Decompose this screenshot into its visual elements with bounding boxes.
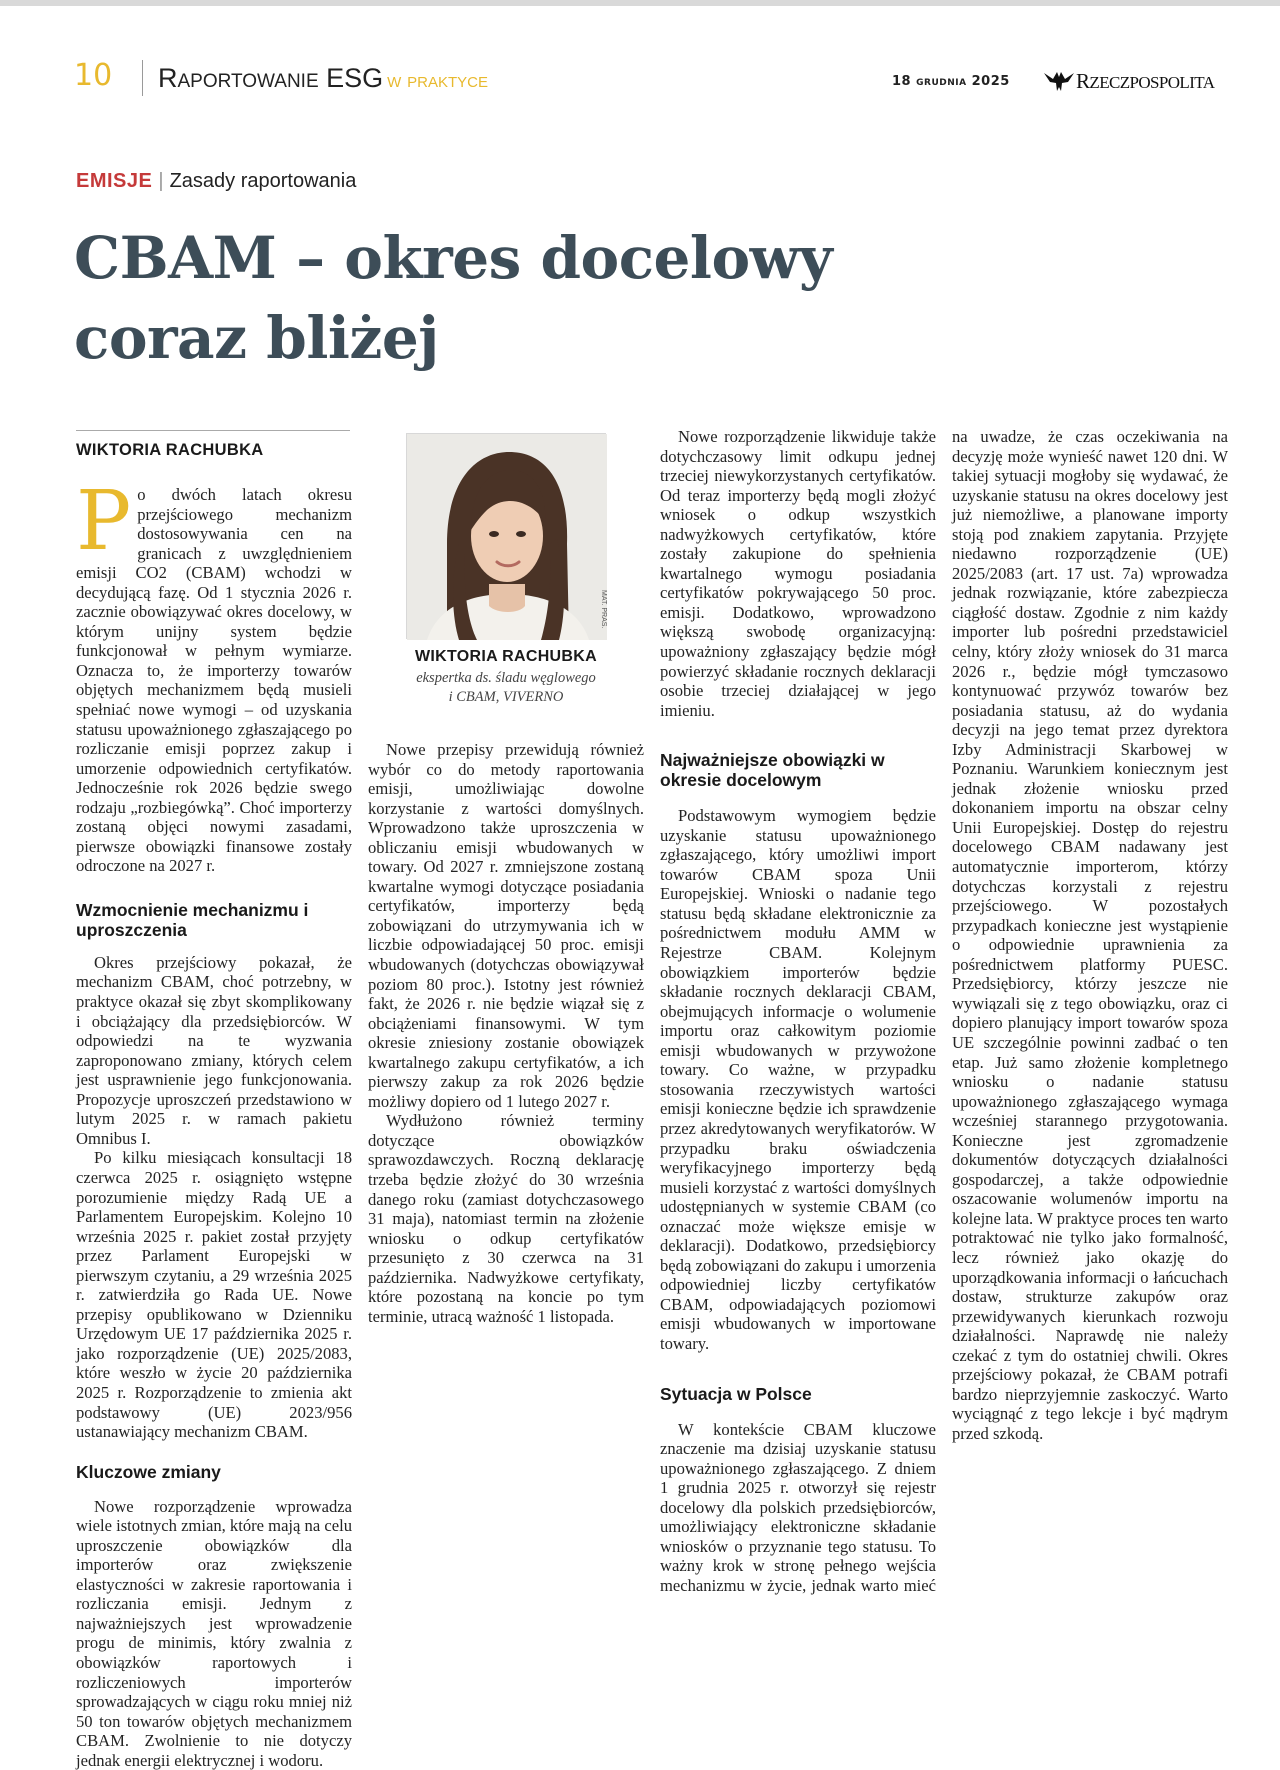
subhead-wzmocnienie: Wzmocnienie mechanizmu i uproszczenia [76,899,309,940]
rzeczpospolita-logo[interactable] [1044,68,1214,94]
paragraph: Nowe przepisy przewidują również wybór co do metody raportowania emisji, umożliwiając dowolne korzystanie z wartości domyślnych. Wprowadzono także uproszczenia w obliczaniu emisji wbudowanych w towary. Od 2027 r. zmniejszone zostaną kwartalne wymogi dotyczące posiadania certyfikatów, importerzy będą zobowiązani do utrzymywania ich w liczbie odpowiadającej 50 proc. emisji wbudowanych (dotychczas obowiązywał poziom 80 proc.). Istotny jest również fakt, że 2026 r. nie będzie wiązał się z obciążeniami finansowymi. W tym okresie zniesiony zostanie obowiązek kwartalnego zakupu certyfikatów, a ich pierwszy zakup za rok 2026 będzie możliwy dopiero od 1 lutego 2027 r. [368,740,644,1111]
section-title [158,63,488,94]
subhead-obowiazki: Najważniejsze obowiązki w okresie docelowym [660,750,885,791]
section-title-accent: w praktyce [387,69,489,92]
top-rule [0,0,1280,6]
kicker-topic: Zasady raportowania [169,170,357,192]
column-1 [76,474,353,1770]
column-3 [660,427,936,1595]
logo-wordmark [1076,69,1214,94]
paragraph: Nowe rozporządzenie wprowadza wiele istotnych zmian, które mają na celu uproszczenie obowiązków dla importerów oraz zwiększenie elastyczności w zakresie raportowania i rozliczania emisji. Jednym z najważniejszych jest wprowadzenie progu de minimis, który zwalnia z obowiązków raportowych i rozliczeniowych importerów sprowadzających w ciągu roku mniej niż 50 ton towarów objętych mechanizmem CBAM. Zwolnienie to nie dotyczy jednak energii elektrycznej i wodoru. [76,1496,353,1770]
paragraph: Wydłużono również terminy dotyczące obowiązków sprawozdawczych. Roczną deklarację trzeba będzie złożyć do 30 września danego roku (zamiast dotychczasowego 31 maja), natomiast termin na złożenie wniosku o odkup certyfikatów przesunięto z 30 czerwca na 31 października. Nadwyżkowe certyfikaty, które pozostaną na koncie po tym terminie, utracą ważność 1 listopada. [368,1111,644,1326]
headline-line-2: coraz bliżej [74,304,439,372]
kicker-divider: | [158,170,164,192]
kicker [76,170,356,193]
column-4 [952,427,1228,1443]
issue-date-year: 2025 [971,74,1010,89]
photo-caption-role-line-1: ekspertka ds. śladu węglowego [416,670,596,686]
author-photo [406,433,606,639]
header-separator [142,60,143,96]
issue-date-month: grudnia [916,74,967,89]
column-2 [368,740,644,1326]
paragraph: Nowe rozporządzenie likwiduje także dotychczasowy limit odkupu jednej trzeciej niewykorzystanych certyfikatów. Od teraz importerzy będą mogli złożyć wniosek o odkup wszystkich nadwyżkowych certyfikatów, które zostały zakupione do spełnienia kwartalnego wymogu posiadania certyfikatów pokrywającego 50 proc. emisji. Dodatkowo, wprowadzono większą swobodę organizacyjną: upoważniony zgłaszający będzie mógł powierzyć składanie rocznych deklaracji osobie trzeciej działającej w jego imieniu. [660,427,936,720]
kicker-category: EMISJE [76,170,153,192]
logo-rest: ZECZPOSPOLITA [1089,72,1215,92]
section-title-part2: ESG [326,63,384,93]
paragraph: W kontekście CBAM kluczowe znaczenie ma dzisiaj uzyskanie statusu upoważnionego zgłaszającego. Z dniem 1 grudnia 2025 r. otworzył się rejestr docelowy dla polskich przedsiębiorców, umożliwiający elektroniczne składanie wniosków o przyznanie tego statusu. To ważny krok w stronę pełnego wejścia mechanizmu w życie, jednak warto mieć [660,1419,936,1595]
issue-date-day: 18 [892,74,912,89]
issue-date [892,74,1010,89]
photo-caption-role-line-2: i CBAM, VIVERNO [448,689,564,705]
drop-cap: P [76,474,132,569]
photo-caption-role [376,669,636,707]
headline [74,218,854,378]
section-title-part1: Raportowanie [158,63,327,93]
headline-line-1: CBAM – okres docelowy [74,224,833,292]
photo-caption-name: WIKTORIA RACHUBKA [415,648,597,665]
paragraph-continued: na uwadze, że czas oczekiwania na decyzję może wynieść nawet 120 dni. W takiej sytuacji mogłoby się wydawać, że uzyskanie statusu na okres docelowy jest już niemożliwe, a planowane importy stoją pod znakiem zapytania. Przyjęte niedawno rozporządzenie (UE) 2025/2083 (art. 17 ust. 7a) wprowadza jednak rozwiązanie, które zabezpiecza ciągłość dostaw. Zgodnie z nim każdy importer lub pośredni przedstawiciel celny, który złoży wniosek do 31 marca 2026 r., będzie mógł tymczasowo kontynuować przywóz towarów bez posiadania statusu, aż do wydania decyzji na jego temat przez dyrektora Izby Administracji Skarbowej w Poznaniu. Warunkiem koniecznym jest jednak złożenie wniosku przed dokonaniem importu na obszar celny Unii Europejskiej. Dostęp do rejestru docelowego CBAM nadawany jest automatycznie importerom, którzy dotychczas korzystali z rejestru przejściowego. W pozostałych przypadkach konieczne jest wystąpienie o odpowiednie uprawnienia za pośrednictwem platformy PUESC. Przedsiębiorcy, którzy jeszcze nie wywiązali się z tego obowiązku, oraz ci dopiero planujący import towarów spoza UE szczególnie powinni zadbać o ten etap. Już samo złożenie kompletnego wniosku o nadanie statusu upoważnionego zgłaszającego wymaga wcześniej starannego przygotowania. Konieczne jest zgromadzenie dokumentów dotyczących działalności gospodarczej, a także odpowiednie oszacowanie wolumenów importu na kolejne lata. W praktyce proces ten warto potraktować nie tylko jako formalność, lecz również jako okazję do uporządkowania informacji o łańcuchach dostaw, strukturze zakupów oraz przewidywanych kierunkach rozwoju działalności. Naprawdę nie należy czekać z tym do ostatniej chwili. Okres przejściowy pokazał, że CBAM potrafi bardzo nieprzyjemnie zaskoczyć. Warto wyciągnąć z tego lekcje i być mądrym przed szkodą. [952,427,1228,1443]
subhead-kluczowe: Kluczowe zmiany [76,1461,221,1482]
logo-initial: R [1076,68,1090,93]
page-number: 10 [74,58,113,93]
paragraph: Po kilku miesiącach konsultacji 18 czerwca 2025 r. osiągnięto wstępne porozumienie między Radą UE a Parlamentem Europejskim. Kolejno 10 września 2025 r. pakiet został przyjęty przez Parlament Europejski w pierwszym czytaniu, a 29 września 2025 r. zatwierdziła go Rada UE. Nowe przepisy opublikowano w Dzienniku Urzędowym UE 17 października 2025 r. jako rozporządzenie (UE) 2025/2083, które weszło w życie 20 października 2025 r. Rozporządzenie to zmienia akt podstawowy (UE) 2023/956 ustanawiający mechanizm CBAM. [76,1148,352,1442]
photo-credit: MAT. PRAS. [600,590,607,629]
portrait-image [407,434,607,640]
eagle-icon [1044,70,1074,92]
paragraph: Podstawowym wymogiem będzie uzyskanie statusu upoważnionego zgłaszającego, który umożliwi import towarów CBAM spoza Unii Europejskiej. Wnioski o nadanie tego statusu będą składane elektronicznie za pośrednictwem modułu AMM w Rejestrze CBAM. Kolejnym obowiązkiem importerów będzie składanie rocznych deklaracji CBAM, obejmujących informacje o wolumenie importu oraz całkowitym poziomie emisji wbudowanych w przywożone towary. Co ważne, w przypadku stosowania rzeczywistych wartości emisji konieczne będzie ich sprawdzenie przez akredytowanych weryfikatorów. W przypadku braku oświadczenia weryfikacyjnego importerzy będą musieli korzystać z wartości domyślnych udostępnianych w systemie CBAM (co oznaczać może większe emisje w deklaracji). Dodatkowo, przedsiębiorcy będą zobowiązani do zakupu i umorzenia odpowiedniej liczby certyfikatów CBAM, odpowiadających poziomowi emisji wbudowanych w importowane towary. [660,806,936,1353]
subhead-polska: Sytuacja w Polsce [660,1383,812,1404]
byline-rule [76,430,350,431]
lead-paragraph: o dwóch latach okresu przejściowego mechanizm dostosowywania cen na granicach z uwzględnieniem emisji CO2 (CBAM) wchodzi w decydującą fazę. Od 1 stycznia 2026 r. zacznie obowiązywać okres docelowy, w którym unijny system będzie funkcjonował w pełnym wymiarze. Oznacza to, że importerzy towarów objętych mechanizmem będą musieli spełniać nowe wymogi – od uzyskania statusu upoważnionego zgłaszającego po rozliczanie emisji poprzez zakup i umorzenie odpowiednich certyfikatów. Jednocześnie rok 2026 będzie swego rodzaju „rozbiegówką”. Choć importerzy zostaną objęci nowymi zasadami, pierwsze obowiązki finansowe zostały odroczone na 2027 r. [76,485,352,876]
byline: WIKTORIA RACHUBKA [76,441,264,459]
paragraph: Okres przejściowy pokazał, że mechanizm CBAM, choć potrzebny, w praktyce okazał się zbyt skomplikowany i obciążający dla przedsiębiorców. W odpowiedzi na te wyzwania zaproponowano zmiany, których celem jest usprawnienie jego funkcjonowania. Propozycje uproszczeń przedstawiono w lutym 2025 r. w ramach pakietu Omnibus I. [76,952,352,1148]
